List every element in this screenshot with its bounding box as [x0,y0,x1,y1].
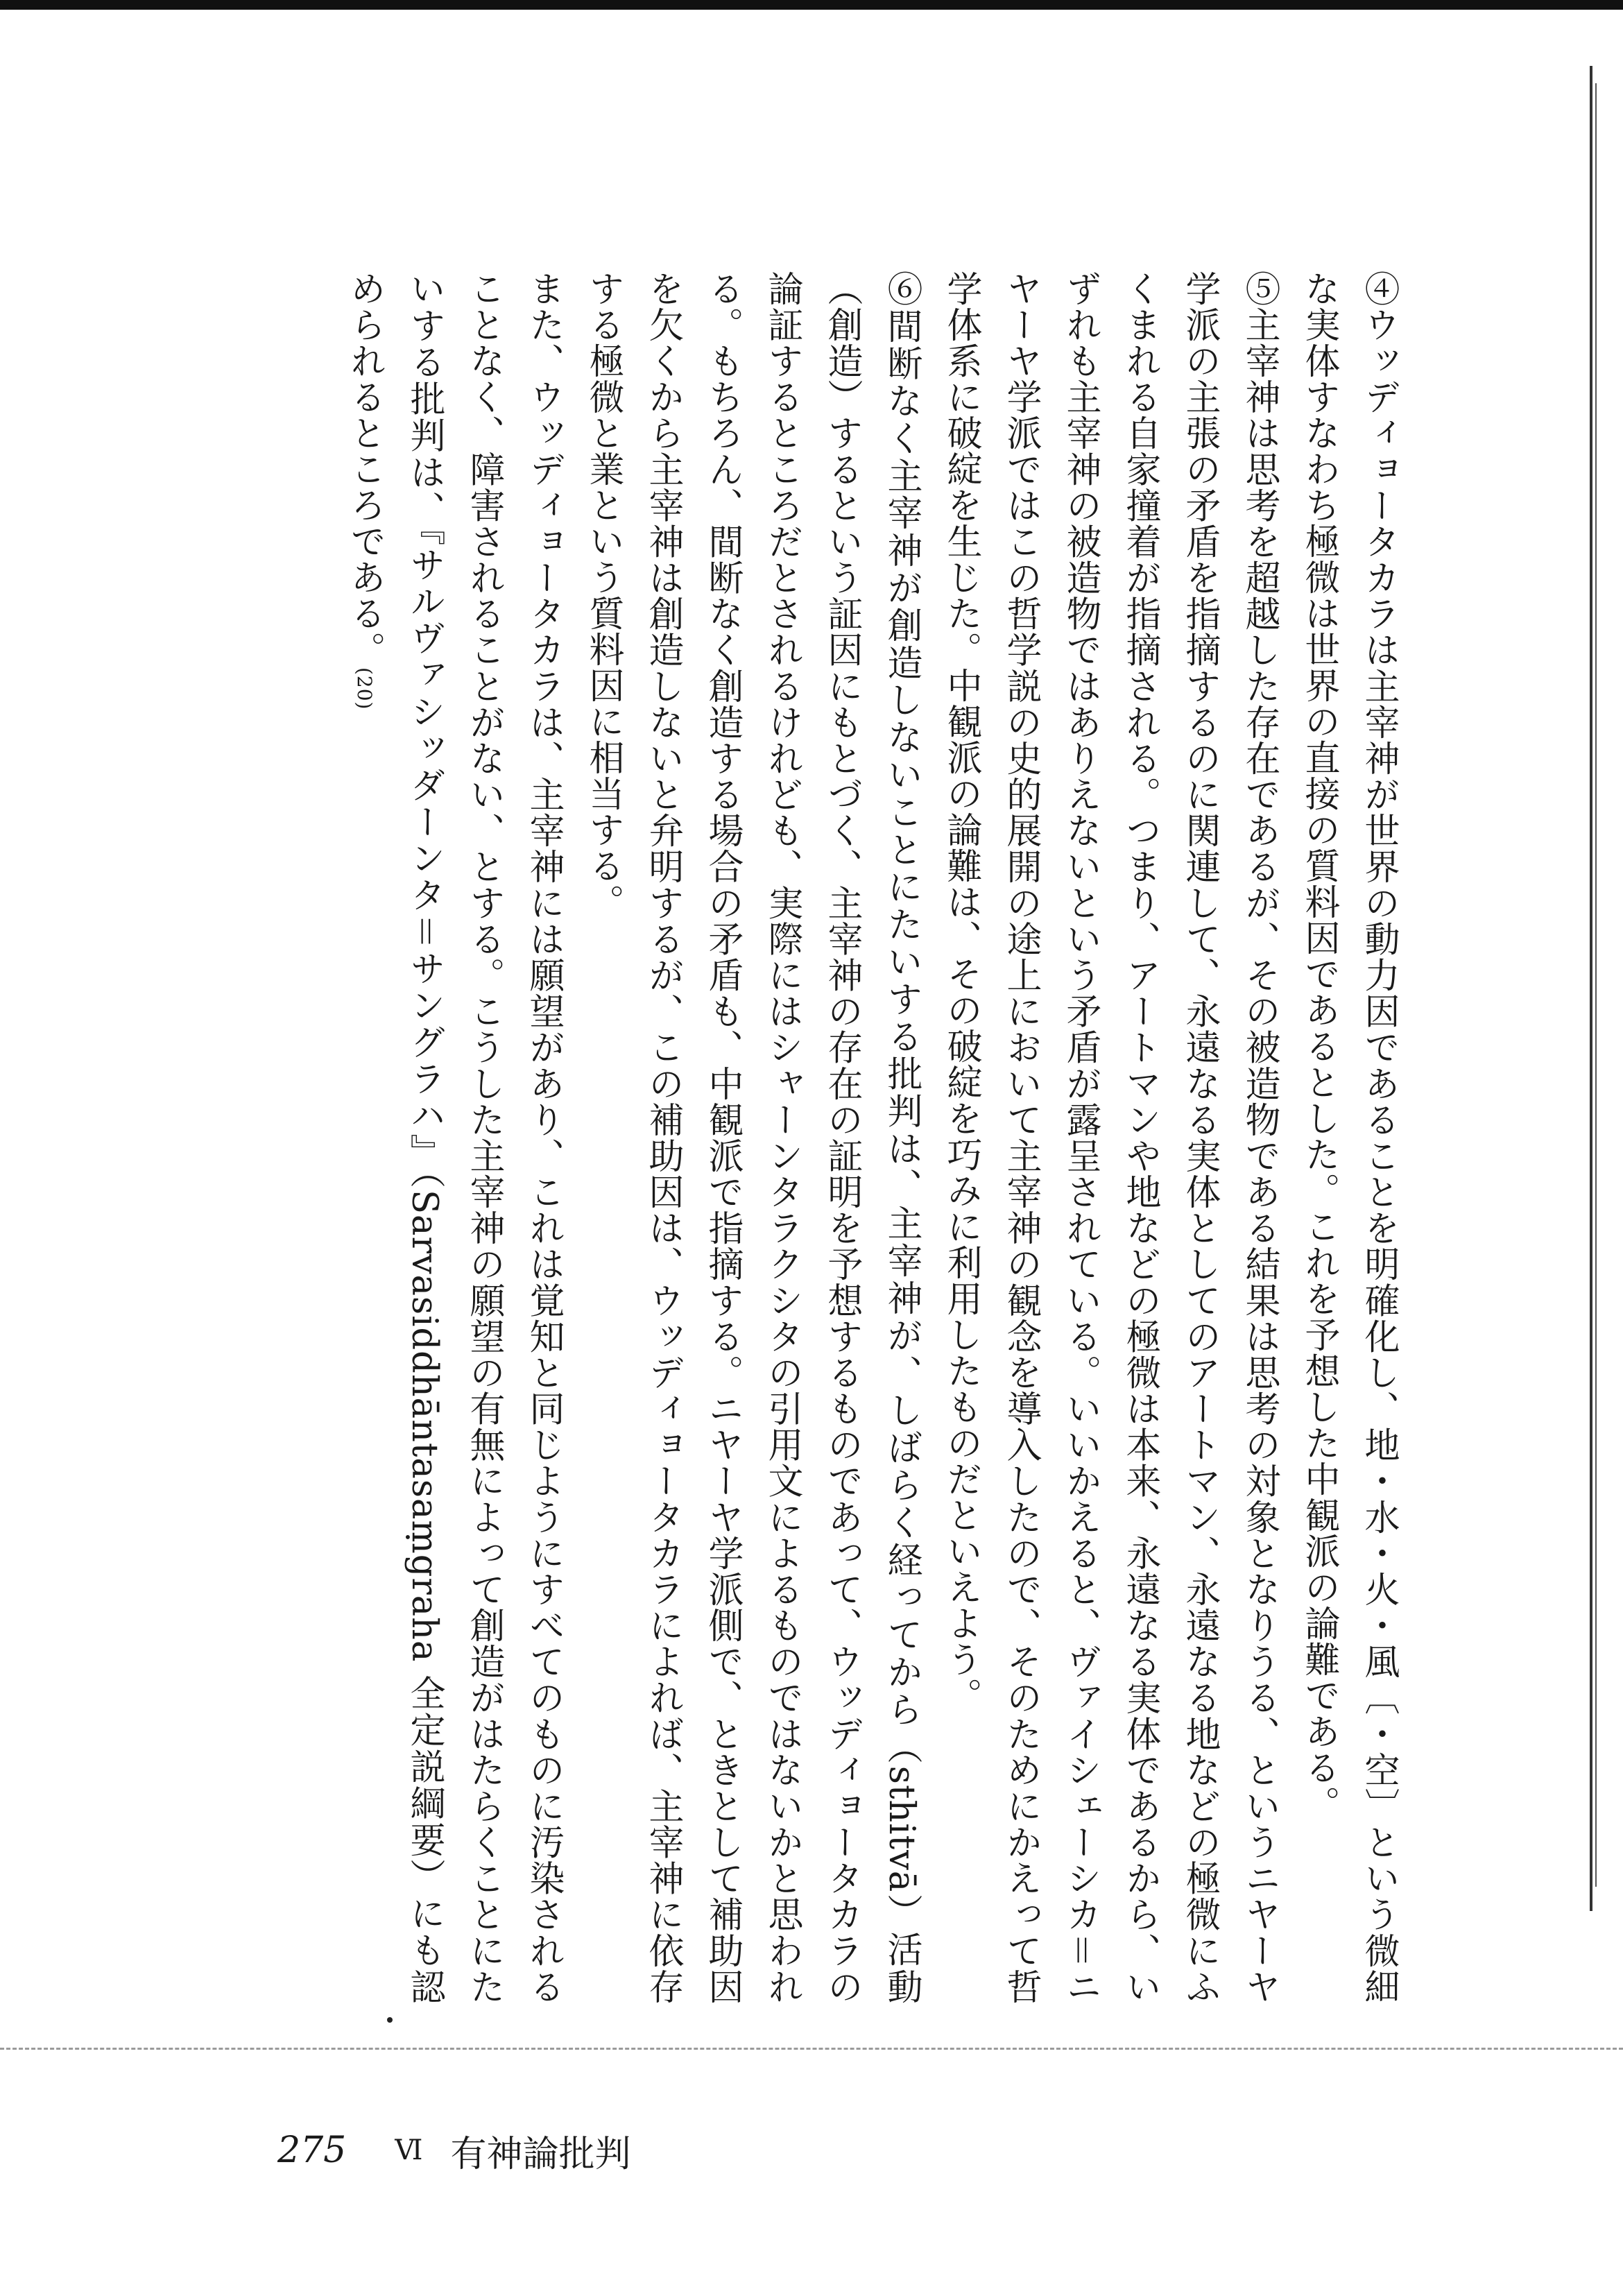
paragraph-6: ⑥間断なく主宰神が創造しないことにたいする批判は、主宰神が、しばらく経ってから（sthitvā）活動（創造）するという証因にもとづく、主宰神の存在の証明を予想するものであって、ウッディョータカラの論証するところだとされるけれども、実際にはシャーンタラクシタの引用文によるものではないかと思われる。もちろん、間断なく創造する場合の矛盾も、中観派で指摘する。ニヤーヤ学派側で、ときとして補助因を欠くから主宰神は創造しないと弁明するが、この補助因は、ウッディョータカラによれば、主宰神に依存する極微と業という質料因に相当する。 [583,271,922,2005]
footnote-ref: (20) [353,667,376,710]
paragraph-4: ④ウッディョータカラは主宰神が世界の動力因であることを明確化し、地・水・火・風〔・空〕という微細な実体すなわち極微は世界の直接の質料因であるとした。これを予想した中観派の論難である。 [1298,271,1399,2005]
footer-rule [0,2048,1623,2050]
paragraph-5: ⑤主宰神は思考を超越した存在であるが、その被造物である結果は思考の対象となりうる、というニヤーヤ学派の主張の矛盾を指摘するのに関連して、永遠なる実体としてのアートマン、永遠なる地などの極微にふくまれる自家撞着が指摘される。つまり、アートマンや地などの極微は本来、永遠なる実体であるから、いずれも主宰神の被造物ではありえないという矛盾が露呈されている。いいかえると、ヴァイシェーシカ＝ニヤーヤ学派ではこの哲学説の史的展開の途上において主宰神の観念を導入したので、そのためにかえって哲学体系に破綻を生じた。中観派の論難は、その破綻を巧みに利用したものだといえよう。 [941,271,1280,2005]
paragraph-7-text: また、ウッディョータカラは、主宰神には願望があり、これは覚知と同じようにすべてのものに汚染されることなく、障害されることがない、とする。こうした主宰神の願望の有無によって創造がはたらくことにたいする批判は、『サルヴァシッダーンタ＝サングラハ』（Sarvasiddhāntasaṃgraha 全定説綱要）にも認められるところである。 [344,271,564,2005]
scan-top-border [0,0,1623,10]
binding-edge-line-2 [1595,83,1597,1887]
vertical-body-text [173,271,1408,2005]
page-footer [277,2123,631,2178]
chapter-title: 有神論批判 [450,2133,631,2175]
chapter-number: Ⅵ [395,2134,423,2166]
binding-edge-line [1590,66,1592,1911]
ink-dot [387,2017,393,2023]
paragraph-7 [334,271,573,2005]
page-number: 275 [277,2130,347,2171]
